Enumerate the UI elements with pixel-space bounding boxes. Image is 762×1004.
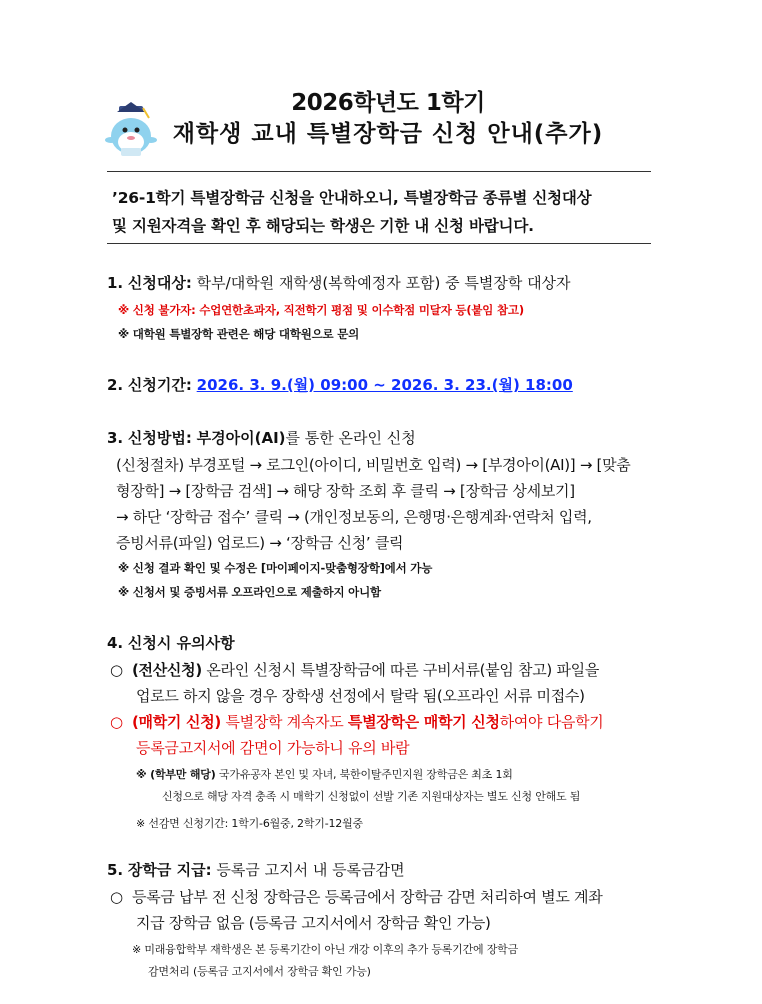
note-1-line-1: 국가유공자 본인 및 자녀, 북한이탈주민지원 장학금은 최초 1회 [218,768,513,781]
section-5-number: 5. [107,861,124,879]
bullet-1-line-2: 업로드 하지 않을 경우 장학생 선정에서 탈락 됨(오프라인 서류 미접수) [136,687,585,705]
intro-line-1: ’26-1학기 특별장학금 신청을 안내하오니, 특별장학금 종류별 신청대상 [112,189,592,207]
section-4-bullet-2 [110,709,660,761]
section-3-number: 3. [107,429,124,447]
title-line-2: 재학생 교내 특별장학금 신청 안내(추가) [172,121,604,147]
section-3-note-check: ※ 신청 결과 확인 및 수정은 [마이페이지-맞춤형장학]에서 가능 [118,561,433,575]
section-5-heading [107,859,405,881]
bullet-1-bold: (전산신청) [132,661,202,679]
bullet-circle: ○ [110,661,123,679]
bullet-5-line-2: 지급 장학금 없음 (등록금 고지서에서 장학금 확인 가능) [136,914,491,932]
note-1-bold: ※ (학부만 해당) [136,768,216,781]
divider-top [107,171,651,172]
bullet-circle: ○ [110,888,123,906]
section-3-note-offline: ※ 신청서 및 증빙서류 오프라인으로 제출하지 아니함 [118,585,381,599]
section-4-heading [107,632,235,654]
application-period-link[interactable]: 2026. 3. 9.(월) 09:00 ~ 2026. 3. 23.(월) 18:00 [196,376,573,394]
step-line-1: (신청절차) 부경포털 → 로그인(아이디, 비밀번호 입력) → [부경아이(AI)] → [맞춤 [116,456,631,474]
section-4-note-2: ※ 선감면 신청기간: 1학기-6월중, 2학기-12월중 [136,817,363,830]
section-4-bullet-1 [110,657,660,709]
section-3-heading [107,427,416,449]
step-line-2: 형장학] → [장학금 검색] → 해당 장학 조회 후 클릭 → [장학금 상세보기] [116,482,575,500]
step-line-3: → 하단 ‘장학금 접수’ 클릭 → (개인정보동의, 은행명·은행계좌·연락처 입력, [116,508,592,526]
section-1-number: 1. [107,274,124,292]
section-4-note-1 [136,764,656,808]
bullet-2-bold: (매학기 신청) [132,713,221,731]
bullet-2-text-b: 특별장학은 매학기 신청 [347,713,500,731]
section-2-label: 신청기간: [127,376,192,394]
bullet-2-line-2: 등록금고지서에 감면이 가능하니 유의 바람 [136,739,410,757]
section-1-note-ineligible: ※ 신청 불가자: 수업연한초과자, 직전학기 평점 및 이수학점 미달자 등(붙임 참고) [118,303,524,317]
section-5-bullet-1 [110,884,660,936]
section-5-note-line-2: 감면처리 (등록금 고지서에서 장학금 확인 가능) [148,965,371,978]
section-5-note-line-1: ※ 미래융합학부 재학생은 본 등록기간이 아닌 개강 이후의 추가 등록기간에 장학금 [132,943,519,956]
step-line-4: 증빙서류(파일) 업로드) → ‘장학금 신청’ 클릭 [116,534,404,552]
section-3-text: 를 통한 온라인 신청 [285,429,416,447]
divider-bottom [107,243,651,244]
page-title [0,88,762,150]
intro-line-2: 및 지원자격을 확인 후 해당되는 학생은 기한 내 신청 바랍니다. [112,217,534,235]
section-1-text: 학부/대학원 재학생(복학예정자 포함) 중 특별장학 대상자 [196,274,571,292]
section-3-bold: 부경아이(AI) [196,429,286,447]
intro-text [112,184,657,240]
section-5-note-1 [132,939,662,983]
bullet-5-line-1: 등록금 납부 전 신청 장학금은 등록금에서 장학금 감면 처리하여 별도 계좌 [132,888,603,906]
section-1-label: 신청대상: [127,274,192,292]
bullet-1-line-1: 온라인 신청시 특별장학금에 따른 구비서류(붙임 참고) 파일을 [206,661,600,679]
section-3-label: 신청방법: [127,429,192,447]
section-2-heading [107,374,573,396]
section-1-heading [107,272,571,294]
section-5-text: 등록금 고지서 내 등록금감면 [216,861,405,879]
title-line-1: 2026학년도 1학기 [291,90,485,116]
bullet-circle: ○ [110,713,123,731]
note-1-line-2: 신청으로 해당 자격 충족 시 매학기 신청없이 선발 기존 지원대상자는 별도 신청 안해도 됨 [162,790,581,803]
section-5-label: 장학금 지급: [127,861,212,879]
section-4-number: 4. [107,634,124,652]
bullet-2-text-a: 특별장학 계속자도 [225,713,344,731]
section-3-steps [116,452,656,556]
section-2-number: 2. [107,376,124,394]
section-4-label: 신청시 유의사항 [127,634,235,652]
section-1-note-graduate: ※ 대학원 특별장학 관련은 해당 대학원으로 문의 [118,327,360,341]
bullet-2-text-c: 하여야 다음학기 [499,713,604,731]
